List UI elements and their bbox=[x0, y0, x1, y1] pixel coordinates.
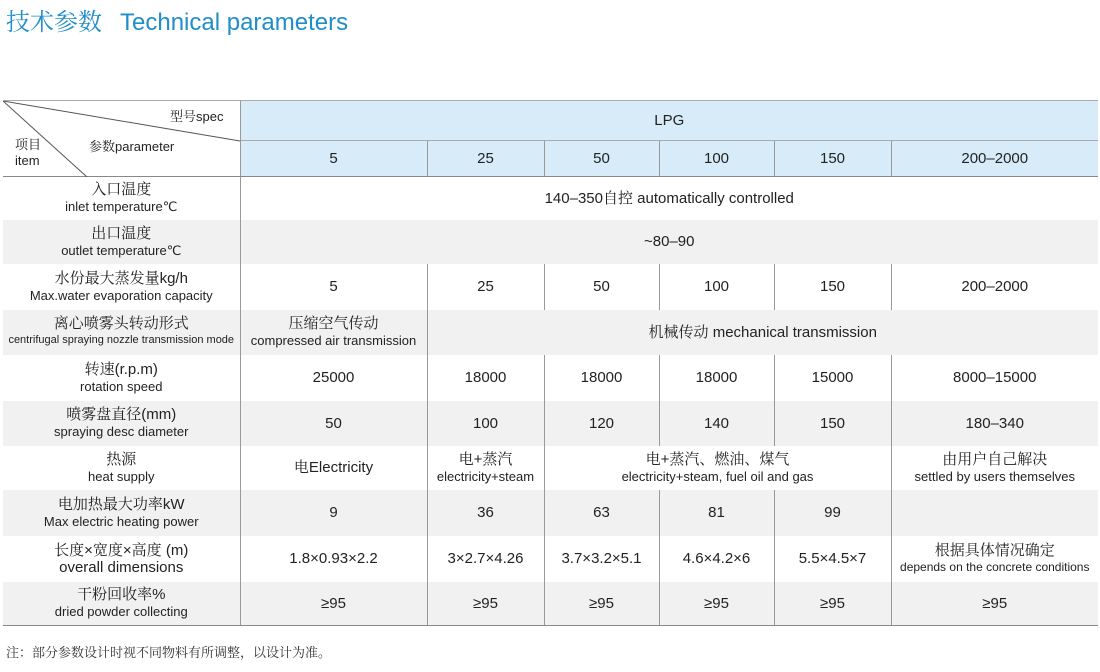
value-cn: 根据具体情况确定 bbox=[934, 541, 1055, 559]
label-cn: 干粉回收率% bbox=[77, 586, 166, 604]
value-cell: 1.8×0.93×2.2 bbox=[240, 536, 427, 582]
label-en: overall dimensions bbox=[59, 558, 184, 576]
row-label bbox=[3, 446, 240, 490]
page-title bbox=[6, 2, 348, 37]
label-cn: 热源 bbox=[106, 450, 137, 468]
row-label bbox=[3, 220, 240, 264]
row-label bbox=[3, 536, 240, 582]
row-label bbox=[3, 401, 240, 446]
value-cell: 100 bbox=[427, 401, 544, 446]
row-label bbox=[3, 582, 240, 626]
header-corner bbox=[3, 101, 240, 177]
label-cn: 水份最大蒸发量kg/h bbox=[54, 269, 188, 287]
model-cell: LPG bbox=[240, 101, 1098, 141]
value-cell: ≥95 bbox=[240, 582, 427, 626]
value-cell: 63 bbox=[544, 490, 659, 536]
label-en: outlet temperature℃ bbox=[61, 242, 182, 258]
value-cell: ≥95 bbox=[659, 582, 774, 626]
value-cn: 由用户自己解决 bbox=[942, 450, 1048, 468]
value-cell: 99 bbox=[774, 490, 891, 536]
value-cell: 3×2.7×4.26 bbox=[427, 536, 544, 582]
label-en: inlet temperature℃ bbox=[65, 199, 178, 215]
value-cell bbox=[427, 446, 544, 490]
label-en: Max electric heating power bbox=[43, 513, 199, 529]
row-label bbox=[3, 355, 240, 401]
label-cn: 喷雾盘直径(mm) bbox=[66, 406, 177, 423]
footnote: 注：部分参数设计时视不同物料有所调整，以设计为准。 bbox=[6, 645, 332, 660]
value-cell: 150 bbox=[774, 401, 891, 446]
label-cn: 电加热最大功率kW bbox=[57, 495, 185, 513]
row-heating-power bbox=[3, 490, 1098, 536]
value-cell bbox=[544, 446, 891, 490]
label-cn: 离心喷雾头转动形式 bbox=[53, 315, 189, 332]
label-cn: 转速(r.p.m) bbox=[84, 360, 158, 378]
value-cell: 180–340 bbox=[891, 401, 1098, 446]
row-rotation-speed bbox=[3, 355, 1098, 401]
label-cn: 入口温度 bbox=[91, 181, 152, 199]
row-label bbox=[3, 264, 240, 310]
value-cell: 4.6×4.2×6 bbox=[659, 536, 774, 582]
value-cell: 50 bbox=[240, 401, 427, 446]
label-en: Max.water evaporation capacity bbox=[29, 287, 213, 303]
value-en: compressed air transmission bbox=[250, 333, 417, 348]
label-en: dried powder collecting bbox=[54, 604, 188, 620]
header-item-label bbox=[15, 137, 41, 169]
value-cell: 18000 bbox=[544, 355, 659, 401]
value-cell: 5.5×4.5×7 bbox=[774, 536, 891, 582]
value-cell: ~80–90 bbox=[240, 220, 1098, 264]
value-cell: ≥95 bbox=[544, 582, 659, 626]
value-en: settled by users themselves bbox=[914, 468, 1075, 484]
size-cell: 25 bbox=[427, 141, 544, 177]
label-en: heat supply bbox=[88, 468, 155, 484]
value-cell: 140 bbox=[659, 401, 774, 446]
row-inlet-temperature bbox=[3, 177, 1098, 220]
size-cell: 5 bbox=[240, 141, 427, 177]
value-cell bbox=[891, 490, 1098, 536]
value-cell: 3.7×3.2×5.1 bbox=[544, 536, 659, 582]
size-cell: 100 bbox=[659, 141, 774, 177]
value-cell bbox=[240, 310, 427, 355]
row-disc-diameter bbox=[3, 401, 1098, 446]
value-cn: 电+蒸汽 bbox=[458, 450, 513, 468]
row-powder-collecting bbox=[3, 582, 1098, 626]
header-item-en: item bbox=[15, 153, 40, 168]
value-cell: 140–350自控 automatically controlled bbox=[240, 177, 1098, 220]
value-cell: 81 bbox=[659, 490, 774, 536]
value-cell: 120 bbox=[544, 401, 659, 446]
label-cn: 出口温度 bbox=[91, 224, 152, 242]
row-transmission-mode bbox=[3, 310, 1098, 355]
row-label bbox=[3, 490, 240, 536]
value-cell: 200–2000 bbox=[891, 264, 1098, 310]
value-cell: 5 bbox=[240, 264, 427, 310]
label-en: rotation speed bbox=[80, 378, 163, 394]
header-spec-label: 型号spec bbox=[170, 109, 224, 124]
value-cell: 36 bbox=[427, 490, 544, 536]
size-cell: 200–2000 bbox=[891, 141, 1098, 177]
value-cell: 100 bbox=[659, 264, 774, 310]
label-en: centrifugal spraying nozzle transmission mode bbox=[8, 334, 235, 346]
row-overall-dimensions bbox=[3, 536, 1098, 582]
row-label bbox=[3, 177, 240, 220]
row-outlet-temperature bbox=[3, 220, 1098, 264]
value-cell: 15000 bbox=[774, 355, 891, 401]
value-en: depends on the concrete conditions bbox=[900, 559, 1090, 574]
header-item-cn: 项目 bbox=[15, 137, 42, 152]
value-cell bbox=[891, 446, 1098, 490]
label-en: spraying desc diameter bbox=[54, 424, 189, 439]
value-cell: 25000 bbox=[240, 355, 427, 401]
value-cell: 机械传动 mechanical transmission bbox=[427, 310, 1098, 355]
value-cell: 18000 bbox=[659, 355, 774, 401]
value-cell: 8000–15000 bbox=[891, 355, 1098, 401]
value-cn: 电+蒸汽、燃油、煤气 bbox=[645, 450, 790, 468]
value-cell: 9 bbox=[240, 490, 427, 536]
value-cell bbox=[891, 536, 1098, 582]
spec-table bbox=[3, 100, 1098, 626]
row-label bbox=[3, 310, 240, 355]
value-en: electricity+steam, fuel oil and gas bbox=[621, 468, 814, 484]
value-cell: ≥95 bbox=[427, 582, 544, 626]
value-cell: 电Electricity bbox=[240, 446, 427, 490]
value-cell: ≥95 bbox=[891, 582, 1098, 626]
value-cell: 150 bbox=[774, 264, 891, 310]
row-heat-supply bbox=[3, 446, 1098, 490]
value-cell: 50 bbox=[544, 264, 659, 310]
value-en: electricity+steam bbox=[436, 468, 535, 484]
header-parameter-label: 参数parameter bbox=[89, 139, 175, 154]
value-cell: ≥95 bbox=[774, 582, 891, 626]
label-cn: 长度×宽度×高度 (m) bbox=[54, 541, 189, 559]
title-en: Technical parameters bbox=[120, 9, 349, 36]
value-cell: 25 bbox=[427, 264, 544, 310]
title-cn: 技术参数 bbox=[6, 9, 102, 36]
size-cell: 150 bbox=[774, 141, 891, 177]
row-evaporation bbox=[3, 264, 1098, 310]
size-cell: 50 bbox=[544, 141, 659, 177]
header-row-model bbox=[3, 101, 1098, 141]
value-cn: 压缩空气传动 bbox=[288, 315, 379, 332]
value-cell: 18000 bbox=[427, 355, 544, 401]
